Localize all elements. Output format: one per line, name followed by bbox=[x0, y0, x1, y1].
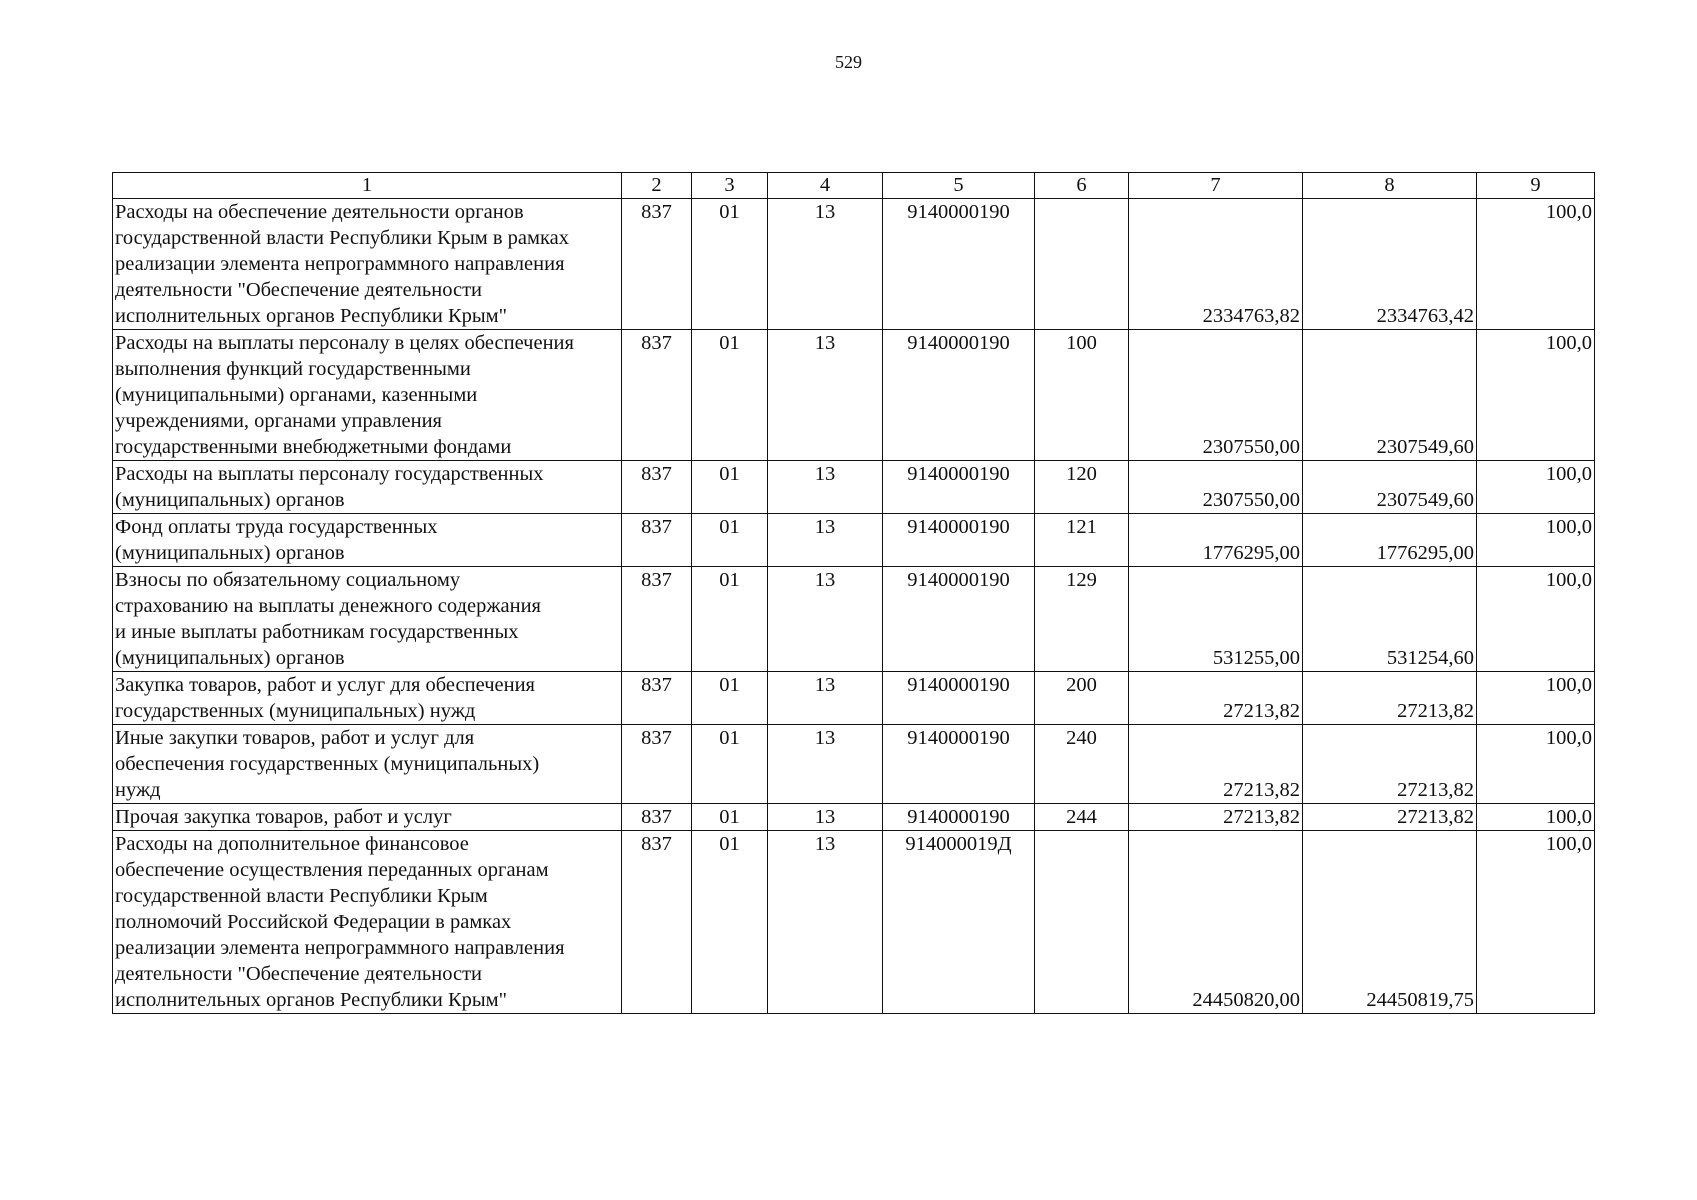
expense-name-line: Иные закупки товаров, работ и услуг для bbox=[115, 727, 475, 749]
target-item-code-cell: 914000019Д bbox=[883, 831, 1035, 1014]
header-cell: 7 bbox=[1129, 173, 1303, 199]
ministry-code-cell: 837 bbox=[622, 461, 692, 514]
ministry-code-cell: 837 bbox=[622, 831, 692, 1014]
planned-amount-cell: 27213,82 bbox=[1129, 672, 1303, 725]
expense-name-line: государственными внебюджетными фондами bbox=[115, 436, 512, 458]
expense-name-line: деятельности "Обеспечение деятельности bbox=[115, 279, 483, 301]
subsection-code-cell: 13 bbox=[768, 567, 883, 672]
expense-type-code-cell: 129 bbox=[1035, 567, 1129, 672]
expense-name-line: учреждениями, органами управления bbox=[115, 410, 442, 432]
percent-cell: 100,0 bbox=[1477, 567, 1595, 672]
table-row bbox=[113, 514, 1595, 567]
header-cell: 3 bbox=[692, 173, 768, 199]
section-code-cell: 01 bbox=[692, 567, 768, 672]
planned-amount-cell: 27213,82 bbox=[1129, 725, 1303, 804]
expense-name-line: Расходы на дополнительное финансовое bbox=[115, 833, 469, 855]
section-code-cell: 01 bbox=[692, 831, 768, 1014]
expense-name-line: государственной власти Республики Крым bbox=[115, 885, 488, 907]
table-row bbox=[113, 804, 1595, 831]
expense-type-code-cell: 200 bbox=[1035, 672, 1129, 725]
planned-amount-cell: 24450820,00 bbox=[1129, 831, 1303, 1014]
subsection-code-cell: 13 bbox=[768, 831, 883, 1014]
ministry-code-cell: 837 bbox=[622, 514, 692, 567]
expense-name-line: нужд bbox=[115, 779, 161, 801]
expense-name-cell bbox=[113, 831, 622, 1014]
percent-cell: 100,0 bbox=[1477, 330, 1595, 461]
expense-name-line: (муниципальных) органов bbox=[115, 489, 345, 511]
percent-cell: 100,0 bbox=[1477, 461, 1595, 514]
percent-cell: 100,0 bbox=[1477, 672, 1595, 725]
actual-amount-cell: 27213,82 bbox=[1303, 804, 1477, 831]
actual-amount-cell: 27213,82 bbox=[1303, 672, 1477, 725]
page-number: 529 bbox=[835, 52, 862, 72]
planned-amount-cell: 2307550,00 bbox=[1129, 461, 1303, 514]
subsection-code-cell: 13 bbox=[768, 725, 883, 804]
header-cell: 6 bbox=[1035, 173, 1129, 199]
expense-name-line: Закупка товаров, работ и услуг для обеспечения bbox=[115, 674, 535, 696]
target-item-code-cell: 9140000190 bbox=[883, 330, 1035, 461]
table-row bbox=[113, 725, 1595, 804]
section-code-cell: 01 bbox=[692, 725, 768, 804]
actual-amount-cell: 27213,82 bbox=[1303, 725, 1477, 804]
percent-cell: 100,0 bbox=[1477, 514, 1595, 567]
expense-type-code-cell bbox=[1035, 831, 1129, 1014]
expense-name-line: (муниципальных) органов bbox=[115, 542, 345, 564]
expense-type-code-cell: 240 bbox=[1035, 725, 1129, 804]
subsection-code-cell: 13 bbox=[768, 672, 883, 725]
expense-type-code-cell: 121 bbox=[1035, 514, 1129, 567]
percent-cell: 100,0 bbox=[1477, 199, 1595, 330]
expense-name-line: (муниципальных) органов bbox=[115, 647, 345, 669]
actual-amount-cell: 2307549,60 bbox=[1303, 330, 1477, 461]
expense-name-line: Расходы на выплаты персоналу государственных bbox=[115, 463, 544, 485]
subsection-code-cell: 13 bbox=[768, 199, 883, 330]
expense-name-line: реализации элемента непрограммного направления bbox=[115, 253, 565, 275]
planned-amount-cell: 531255,00 bbox=[1129, 567, 1303, 672]
planned-amount-cell: 2334763,82 bbox=[1129, 199, 1303, 330]
subsection-code-cell: 13 bbox=[768, 804, 883, 831]
expense-name-line: исполнительных органов Республики Крым" bbox=[115, 989, 507, 1011]
expense-name-cell bbox=[113, 461, 622, 514]
section-code-cell: 01 bbox=[692, 330, 768, 461]
expense-name-line: Фонд оплаты труда государственных bbox=[115, 516, 438, 538]
expense-type-code-cell: 100 bbox=[1035, 330, 1129, 461]
table-row bbox=[113, 461, 1595, 514]
section-code-cell: 01 bbox=[692, 461, 768, 514]
expense-name-line: реализации элемента непрограммного направления bbox=[115, 937, 565, 959]
expense-name-line: исполнительных органов Республики Крым" bbox=[115, 305, 507, 327]
target-item-code-cell: 9140000190 bbox=[883, 514, 1035, 567]
expense-name-cell bbox=[113, 804, 622, 831]
ministry-code-cell: 837 bbox=[622, 330, 692, 461]
section-code-cell: 01 bbox=[692, 804, 768, 831]
expense-name-cell bbox=[113, 672, 622, 725]
header-cell: 1 bbox=[113, 173, 622, 199]
percent-cell: 100,0 bbox=[1477, 804, 1595, 831]
target-item-code-cell: 9140000190 bbox=[883, 461, 1035, 514]
section-code-cell: 01 bbox=[692, 672, 768, 725]
section-code-cell: 01 bbox=[692, 199, 768, 330]
actual-amount-cell: 1776295,00 bbox=[1303, 514, 1477, 567]
header-cell: 8 bbox=[1303, 173, 1477, 199]
expense-name-cell bbox=[113, 330, 622, 461]
planned-amount-cell: 1776295,00 bbox=[1129, 514, 1303, 567]
ministry-code-cell: 837 bbox=[622, 804, 692, 831]
actual-amount-cell: 531254,60 bbox=[1303, 567, 1477, 672]
target-item-code-cell: 9140000190 bbox=[883, 199, 1035, 330]
target-item-code-cell: 9140000190 bbox=[883, 567, 1035, 672]
target-item-code-cell: 9140000190 bbox=[883, 804, 1035, 831]
target-item-code-cell: 9140000190 bbox=[883, 725, 1035, 804]
table-row bbox=[113, 672, 1595, 725]
header-cell: 9 bbox=[1477, 173, 1595, 199]
expense-type-code-cell bbox=[1035, 199, 1129, 330]
expense-name-line: обеспечение осуществления переданных органам bbox=[115, 859, 549, 881]
expense-name-line: деятельности "Обеспечение деятельности bbox=[115, 963, 483, 985]
expense-name-cell bbox=[113, 567, 622, 672]
expense-name-line: обеспечения государственных (муниципальных) bbox=[115, 753, 540, 775]
ministry-code-cell: 837 bbox=[622, 672, 692, 725]
actual-amount-cell: 2307549,60 bbox=[1303, 461, 1477, 514]
subsection-code-cell: 13 bbox=[768, 514, 883, 567]
table-row bbox=[113, 199, 1595, 330]
expense-name-line: государственных (муниципальных) нужд bbox=[115, 700, 476, 722]
expense-name-line: (муниципальными) органами, казенными bbox=[115, 384, 478, 406]
percent-cell: 100,0 bbox=[1477, 725, 1595, 804]
expense-name-line: Расходы на обеспечение деятельности органов bbox=[115, 201, 524, 223]
expense-name-line: страхованию на выплаты денежного содержания bbox=[115, 595, 541, 617]
planned-amount-cell: 2307550,00 bbox=[1129, 330, 1303, 461]
ministry-code-cell: 837 bbox=[622, 199, 692, 330]
table-row bbox=[113, 330, 1595, 461]
expense-name-line: Прочая закупка товаров, работ и услуг bbox=[115, 806, 452, 828]
expense-name-line: государственной власти Республики Крым в рамках bbox=[115, 227, 570, 249]
target-item-code-cell: 9140000190 bbox=[883, 672, 1035, 725]
expense-name-line: полномочий Российской Федерации в рамках bbox=[115, 911, 512, 933]
header-cell: 2 bbox=[622, 173, 692, 199]
expense-name-line: и иные выплаты работникам государственных bbox=[115, 621, 519, 643]
header-row bbox=[113, 173, 1595, 199]
table-row bbox=[113, 831, 1595, 1014]
subsection-code-cell: 13 bbox=[768, 330, 883, 461]
percent-cell: 100,0 bbox=[1477, 831, 1595, 1014]
header-cell: 5 bbox=[883, 173, 1035, 199]
expense-name-cell bbox=[113, 514, 622, 567]
expense-type-code-cell: 244 bbox=[1035, 804, 1129, 831]
expense-name-cell bbox=[113, 199, 622, 330]
expense-name-line: выполнения функций государственными bbox=[115, 358, 471, 380]
expense-type-code-cell: 120 bbox=[1035, 461, 1129, 514]
actual-amount-cell: 2334763,42 bbox=[1303, 199, 1477, 330]
header-cell: 4 bbox=[768, 173, 883, 199]
section-code-cell: 01 bbox=[692, 514, 768, 567]
subsection-code-cell: 13 bbox=[768, 461, 883, 514]
actual-amount-cell: 24450819,75 bbox=[1303, 831, 1477, 1014]
planned-amount-cell: 27213,82 bbox=[1129, 804, 1303, 831]
budget-table bbox=[112, 172, 1595, 1014]
table-row bbox=[113, 567, 1595, 672]
expense-name-cell bbox=[113, 725, 622, 804]
expense-name-line: Расходы на выплаты персоналу в целях обеспечения bbox=[115, 332, 574, 354]
expense-name-line: Взносы по обязательному социальному bbox=[115, 569, 461, 591]
ministry-code-cell: 837 bbox=[622, 725, 692, 804]
ministry-code-cell: 837 bbox=[622, 567, 692, 672]
